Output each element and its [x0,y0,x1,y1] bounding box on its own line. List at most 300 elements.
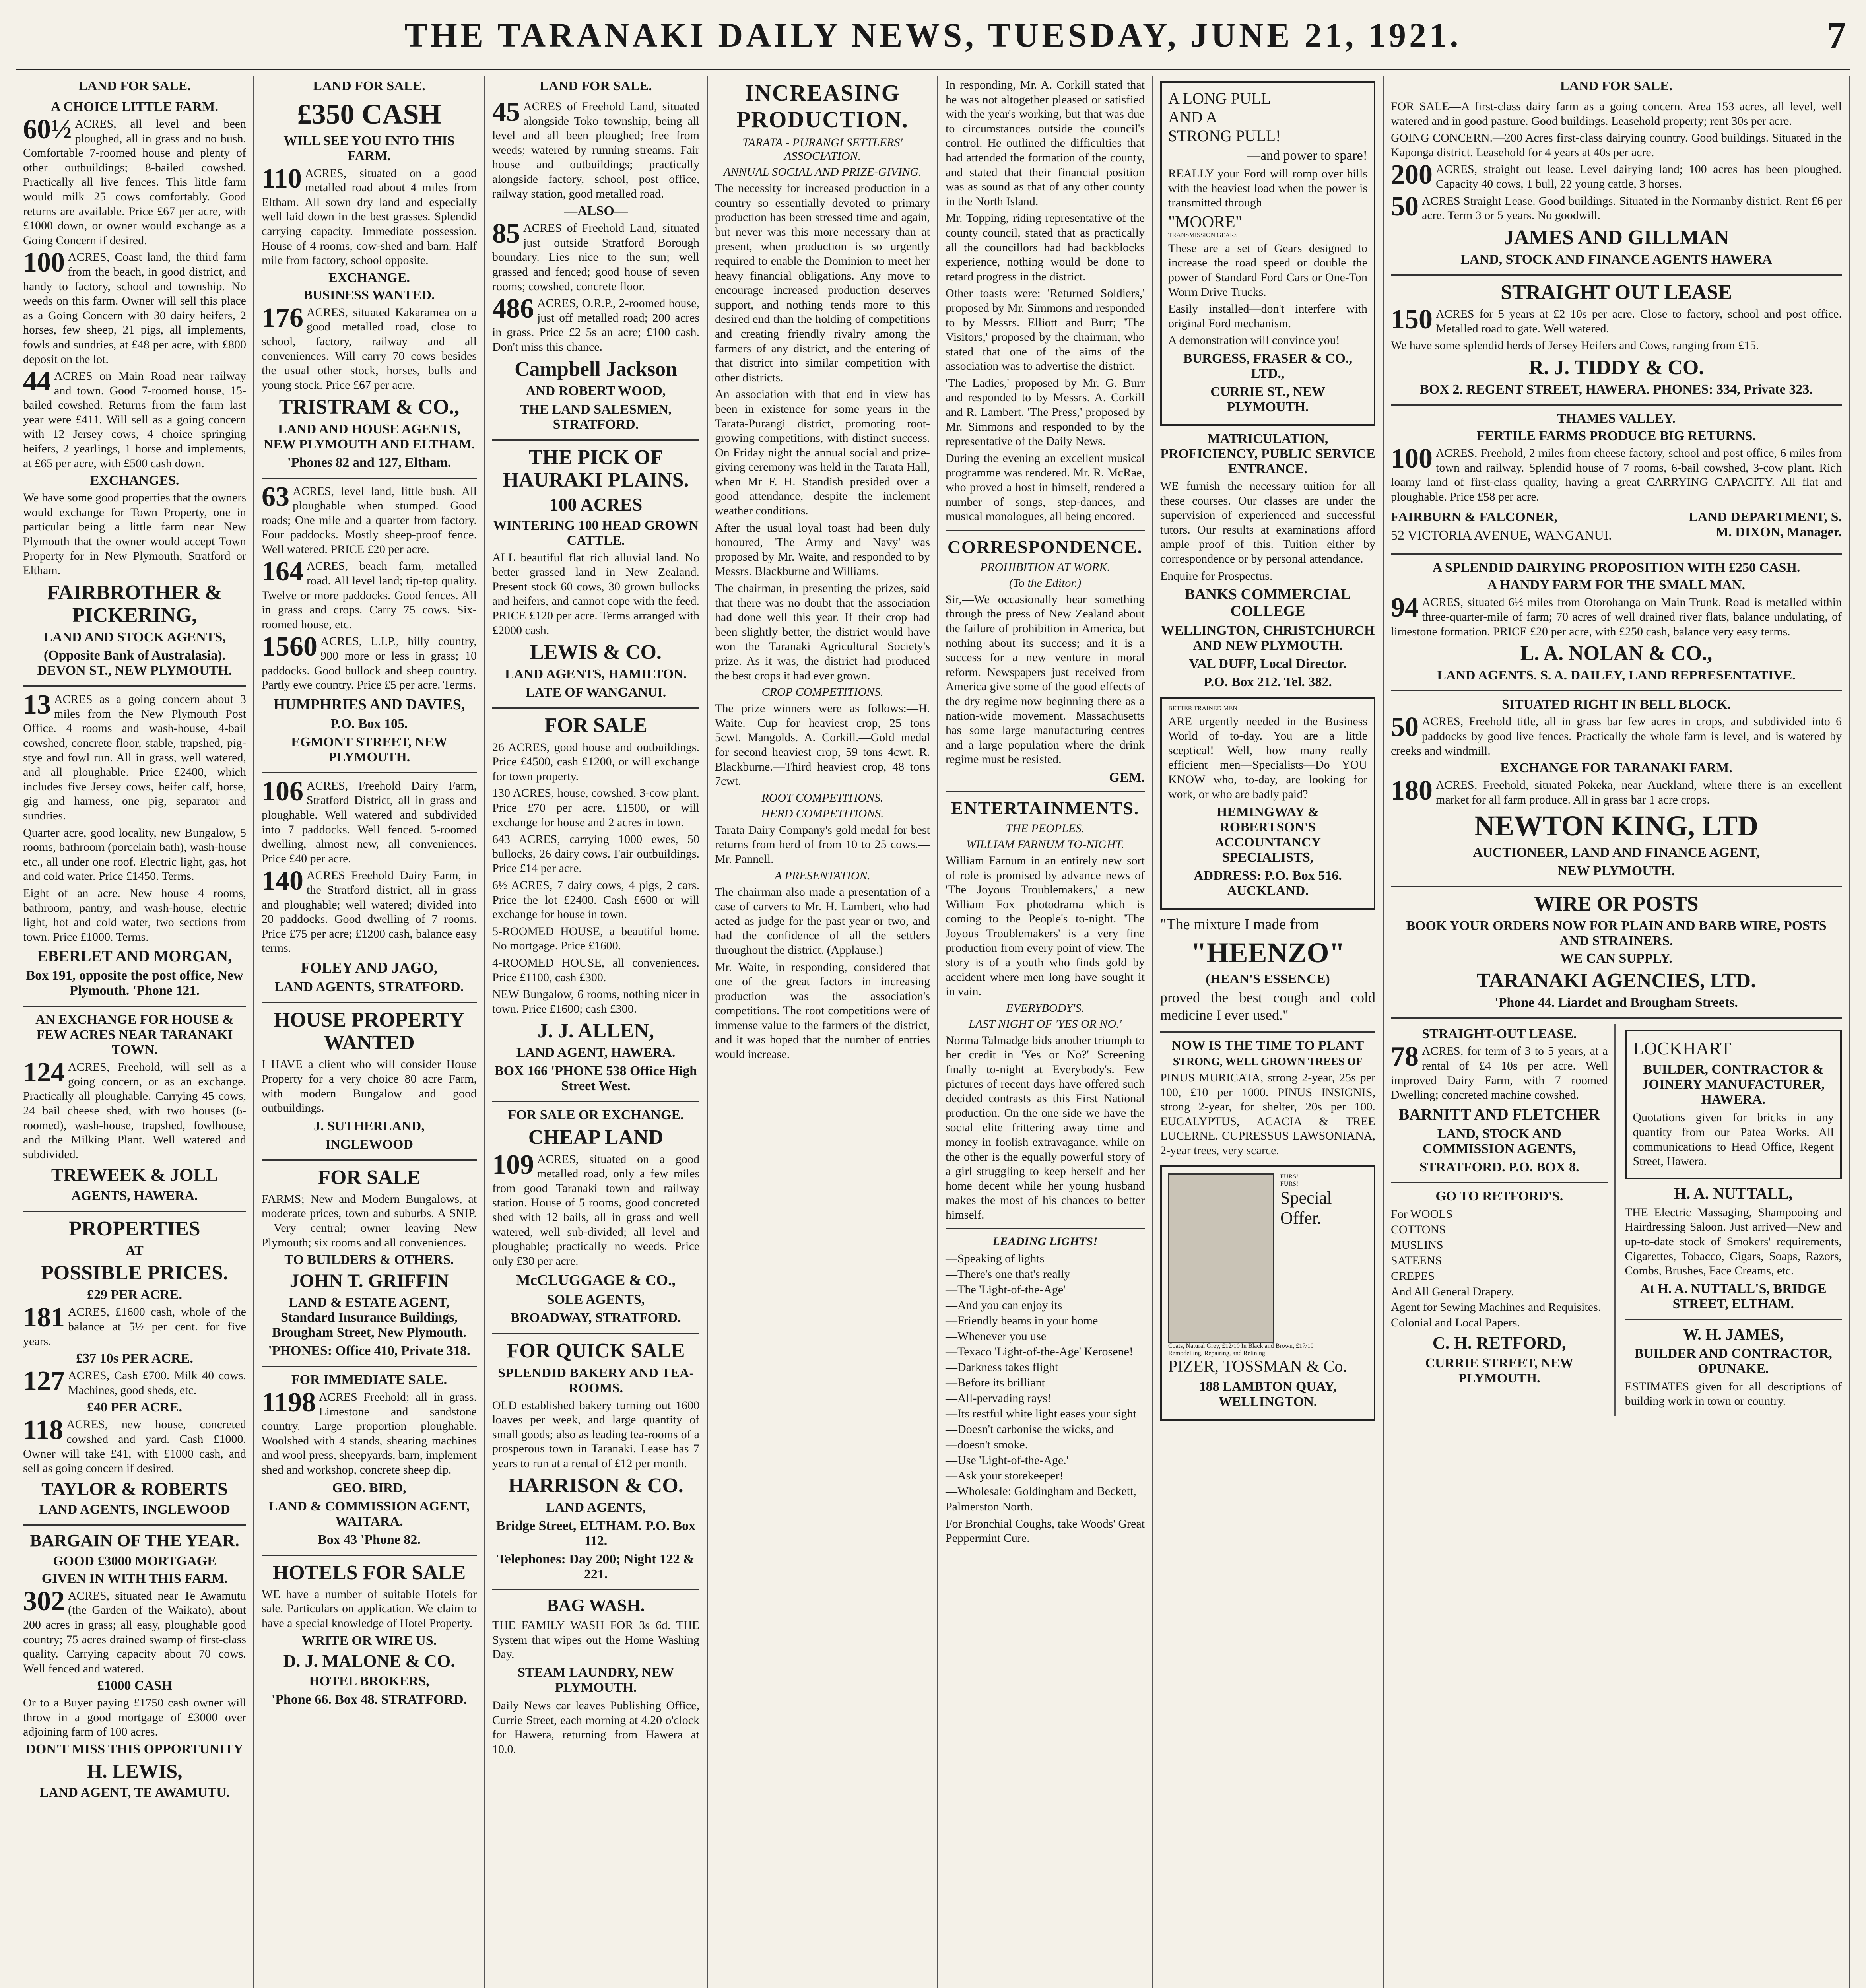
agent-name: Campbell Jackson [515,357,677,381]
lights-line: —Before its brilliant [946,1376,1045,1389]
ad-body: REALLY your Ford will romp over hills with the heaviest load when the power is transmitted through [1168,167,1367,210]
article-paragraph: The chairman also made a presentation of a case of carvers to Mr. H. Lambert, who had acted as judge for the past year or two, and had the confidence of all the settlers throughout the district. (Applause.) [715,885,930,957]
retford-list [1391,1206,1608,1330]
ad-title: STRAIGHT-OUT LEASE. [1422,1027,1577,1042]
ad-title: CHEAP LAND [528,1126,664,1149]
article-subhead: PROHIBITION AT WORK. [980,560,1110,574]
ad-hauraki [492,446,699,701]
ad-body: ALL beautiful flat rich alluvial land. No better grassed land in New Zealand. Present stock 60 cows, 30 grown bullocks and heifers, and cannot cope with the feed. PRICE £120 per acre. Terms arranged with £2000 cash. [492,551,699,637]
product-name: "MOORE" [1168,213,1242,231]
ad-title: HOUSE PROPERTY WANTED [274,1008,465,1054]
retford-item: COTTONS [1391,1223,1446,1236]
ad-body: ACRES, Freehold, will sell as a going concern, or as an exchange. Practically all ploughable. Carrying 45 cows, 24 bail cheese shed, with two houses (6-roomed), wash-house, trapshed, fowlhouse, and the Milking Plant. Well watered and subdivided. [23,1060,246,1161]
article-subhead: A PRESENTATION. [774,869,871,882]
article-paragraph: Tarata Dairy Company's gold medal for best returns from herd of from 10 to 25 cows.—Mr. Pannell. [715,823,930,866]
ad-body: 26 ACRES, good house and outbuildings. Price £4500, cash £1200, or will exchange for town property. [492,740,699,783]
ad-title: AND A [1168,108,1217,126]
ad-body: PINUS MURICATA, strong 2-year, 25s per 100, £10 per 1000. PINUS INSIGNIS, strong 2-year, for shelter, 20s per 100. EUCALYPTUS, ACACIA & TREE LUCERNE. CUPRESSUS LAWSONIANA, 2-year trees, very scarce. [1160,1071,1375,1157]
ad-subhead: Special Offer. [1280,1188,1332,1228]
acre-number: 200 [1391,159,1433,190]
article-subhead: THE PEOPLES. [1006,821,1085,835]
notice-body: Daily News car leaves Publishing Office, Currie Street, each morning at 4.20 o'clock for Hawera, returning from Hawera at 10.0. [492,1699,699,1756]
agent-name: NEWTON KING, LTD [1474,810,1759,842]
ad-james-builder [1625,1326,1842,1409]
masthead [16,8,1850,70]
column-6 [1153,76,1384,1988]
ad-body: THE Electric Massaging, Shampooing and Hairdressing Saloon. Just arrived—New and up-to-date stock of Smokers' requirements, Cigarettes, Tobacco, Cigars, Soaps, Razors, Combs, Brushes, Face Creams, etc. [1625,1206,1842,1277]
product-name: "HEENZO" [1190,936,1345,969]
column-head: LAND FOR SALE. [1560,79,1673,93]
ad-subhead: A HANDY FARM FOR THE SMALL MAN. [1487,578,1746,593]
acre-number: 180 [1391,775,1433,806]
ad-lockhart [1625,1030,1842,1179]
agent-line: HOTEL BROKERS, [309,1673,429,1689]
agent-name: JAMES AND GILLMAN [1503,226,1729,249]
ad-barnitt-fletcher [1391,1027,1608,1175]
agent-name: FAIRBURN & FALCONER, [1391,510,1558,525]
acre-number: 486 [492,293,534,324]
acre-number: 109 [492,1149,534,1180]
ad-title: WIRE OR POSTS [1534,893,1699,915]
agent-address: CURRIE ST., NEW PLYMOUTH. [1210,384,1325,414]
acre-number: 110 [262,163,302,194]
agent-address: ADDRESS: P.O. Box 516. AUCKLAND. [1194,868,1342,899]
article-subhead: WILLIAM FARNUM TO-NIGHT. [966,837,1124,851]
retford-item: CREPES [1391,1269,1435,1283]
agent-name: W. H. JAMES, [1683,1325,1784,1343]
ad-subhead: WILL SEE YOU INTO THIS FARM. [283,133,455,163]
column-5 [938,76,1153,1988]
section-title: ENTERTAINMENTS. [951,798,1140,818]
ad-subhead: 100 ACRES [549,494,643,515]
agent-name: J. J. ALLEN, [537,1019,654,1043]
ad-body: ACRES, beach farm, metalled road. All level land; tip-top quality. Twelve or more paddocks. Good fences. All in grass and crops. Carry 75 cows. Six-roomed house, etc. [262,559,477,631]
agent-name: J. SUTHERLAND, [314,1118,425,1134]
ad-title: £350 CASH [297,98,441,130]
ad-title: HOTELS FOR SALE [272,1561,466,1584]
article-subhead: LAST NIGHT OF 'YES OR NO.' [968,1017,1122,1031]
agent-line: LAND AGENT, TE AWAMUTU. [39,1785,230,1800]
agent-line: AGENTS, HAWERA. [71,1188,198,1204]
ad-furs [1160,1165,1375,1421]
acre-number: 176 [262,302,303,333]
agent-name: BARNITT AND FLETCHER [1398,1105,1600,1123]
acre-number: 118 [23,1415,64,1446]
agent-address: EGMONT STREET, NEW PLYMOUTH. [291,734,447,765]
ad-body: ACRES, new house, concreted cowshed and yard. Cash £1000. Owner will take £41, with £1000 cash, and sell as going concern if desired. [23,1418,246,1475]
agent-name: McCLUGGAGE & CO., [516,1272,676,1289]
ad-body: ACRES, straight out lease. Level dairying land; 100 acres has been ploughed. Capacity 40 cows, 1 bull, 22 young cattle, 3 horses. [1436,163,1842,190]
ad-title: STRAIGHT OUT LEASE [1501,281,1732,304]
ad-body: Enquire for Prospectus. [1160,569,1273,582]
ad-body: ACRES of Freehold Land, situated just outside Stratford Borough boundary. Lies nice to the sun; well grassed and fenced; good house of seven rooms; cowshed, concrete floor. [492,221,699,293]
ad-title: NOW IS THE TIME TO PLANT [1171,1038,1364,1053]
ad-13-acres [23,689,246,998]
ad-griffin [262,1166,477,1359]
agent-address: At H. A. NUTTALL'S, BRIDGE STREET, ELTHAM. [1640,1281,1827,1311]
ad-body: ACRES of Freehold Land, situated alongside Toko township, being all level and all been ploughed; free from weeds; watered by running streams. Fair house and outbuildings; practically alongside factory, school, post office, railway station, good metalled road. [492,100,699,200]
ad-body: ACRES for 5 years at £2 10s per acre. Close to factory, school and post office. Metalled road to gate. Well watered. [1436,307,1842,335]
acre-number: 181 [23,1302,65,1333]
agent-line: LAND AGENTS, HAMILTON. [505,667,687,682]
ad-title: A LONG PULL [1168,89,1271,107]
agent-phone: Telephones: Day 200; Night 122 & 221. [497,1551,695,1582]
lights-line: —Friendly beams in your home [946,1314,1098,1327]
article-paragraph: The chairman, in presenting the prizes, said that there was no doubt that the association had done well this year. If their crop had been slightly better, the district would have won the Taranaki Agricultural Society's prize. As it was, the district had produced the best crops it had ever grown. [715,582,930,682]
ad-body: WE have a number of suitable Hotels for sale. Particulars on application. We claim to have a special knowledge of Hotel Property. [262,1587,477,1630]
ad-subhead: FERTILE FARMS PRODUCE BIG RETURNS. [1477,429,1756,444]
price-line: £29 PER ACRE. [87,1287,182,1303]
article-subtitle: TARATA - PURANGI SETTLERS' ASSOCIATION. [742,136,903,163]
ad-body: 5-ROOMED HOUSE, a beautiful home. No mortgage. Price £1600. [492,924,699,953]
ad-properties [23,1217,246,1517]
ad-title: BARGAIN OF THE YEAR. [30,1531,239,1551]
ad-banks-college [1160,431,1375,690]
lights-line: —Texaco 'Light-of-the-Age' Kerosene! [946,1345,1133,1358]
column-head: LAND FOR SALE. [540,79,652,93]
ad-title: A CHOICE LITTLE FARM. [51,99,218,114]
article-paragraph: The prize winners were as follows:—H. Waite.—Cup for heaviest crop, 25 tons 5cwt. Mangolds. A. Corkill.—Gold medal for second heaviest crop, 59 tons 4cwt. R. Blackburne.—Third heaviest crop, 48 tons 7cwt. [715,702,930,788]
ad-subhead: BUSINESS WANTED. [303,287,435,303]
acre-number: 124 [23,1057,65,1088]
agent-line: BOX 2. REGENT STREET, HAWERA. PHONES: 334, Private 323. [1420,382,1813,397]
agent-name: TAYLOR & ROBERTS [41,1478,228,1499]
ad-heenzo [1160,915,1375,1024]
retford-item: For WOOLS [1391,1207,1453,1221]
agent-name: L. A. NOLAN & CO., [1520,642,1713,665]
ad-james-gillman [1391,99,1842,267]
agent-address: STRATFORD. P.O. BOX 8. [1419,1159,1579,1175]
agent-address: BROADWAY, STRATFORD. [511,1310,681,1326]
ad-body: We have some good properties that the owners would exchange for Town Property, one in particular being a little farm near New Plymouth that the owner would accept Town Property for in New Plymouth, Stratford or Eltham. [23,491,246,577]
ad-body: ACRES, level land, little bush. All ploughable when stumped. Good roads; One mile and a quarter from factory. Four paddocks. Mostly sheep-proof fence. Well watered. PRICE £20 per acre. [262,484,477,556]
ad-title: STRONG PULL! [1168,127,1281,145]
acre-number: 164 [262,556,303,587]
ad-subhead: TO BUILDERS & OTHERS. [284,1252,454,1268]
agent-line: LAND AGENTS, STRATFORD. [274,979,464,994]
agent-name: C. H. RETFORD, [1432,1333,1566,1353]
acre-number: 63 [262,481,289,512]
ad-body: GOING CONCERN.—200 Acres first-class dairying country. Good buildings. Situated in the Kaponga district. Leasehold for 4 years at 40s per acre. [1391,131,1842,159]
retford-item: MUSLINS [1391,1238,1443,1252]
lights-line: —There's one that's really [946,1267,1070,1281]
ad-cheap-land [492,1108,699,1326]
ad-title: THAMES VALLEY. [1557,411,1676,426]
acre-number: 302 [23,1586,65,1617]
newspaper-title: THE TARANAKI DAILY NEWS, TUESDAY, JUNE 21, 1921. [404,16,1462,54]
article-subhead: (To the Editor.) [1009,576,1082,590]
agent-address: THE LAND SALESMEN, STRATFORD. [520,402,672,432]
retford-item: Agent for Sewing Machines and Requisites. [1391,1300,1601,1314]
acre-number: 1198 [262,1387,316,1418]
acre-number: 106 [262,776,303,807]
article-subhead: CROP COMPETITIONS. [761,685,883,699]
ad-body: BOOK YOUR ORDERS NOW FOR PLAIN AND BARB WIRE, POSTS AND STRAINERS. [1406,918,1827,949]
acre-number: 78 [1391,1041,1419,1072]
letter-body: Sir,—We occasionally hear something through the press of New Zealand about the failure of prohibition in America, but nothing about its success; and it is a success for a new venture in moral reform. Newspapers just received from America give some of the good effects of the dry regime now beginning there as a nation-wide movement. Massachusetts has some large manufacturing centres and a large population where the drink regime must be resisted. [946,592,1145,766]
ad-body: WE furnish the necessary tuition for all these courses. Our classes are under the supervision of experienced and successful tutors. Our results at examinations afford ample proof of this. Tuition either by correspondence or by personal attendance. [1160,479,1375,565]
agent-name: FOLEY AND JAGO, [301,959,438,976]
lights-line: —Darkness takes flight [946,1360,1058,1374]
ad-title: PROPERTIES [69,1217,200,1241]
agent-name: LOCKHART [1633,1038,1732,1059]
ad-humphries [262,481,477,765]
article-paragraph: Norma Talmadge bids another triumph to her credit in 'Yes or No?' Screening finally to-night at Everybody's. Few pictures of recent days have offered such decided contrasts as this First National production. On the one side we have the social elite frittering away time and money in foolish extravagance, while on the other is the equally powerful story of a girl struggling to keep herself and her home decent while her young husband makes the most of his chances to better himself. [946,1033,1145,1221]
ad-body: ACRES, L.I.P., hilly country, 900 more or less in grass; 10 paddocks. Good bullock and sheep country. Partly ewe country. Price £5 per acre. Terms. [262,635,477,692]
ad-campbell-jackson [492,99,699,432]
ad-body: 4-ROOMED HOUSE, all conveniences. Price £1100, cash £300. [492,956,699,984]
acre-number: 100 [23,247,65,278]
agent-name: HEMINGWAY & ROBERTSON'S ACCOUNTANCY SPECIALISTS, [1214,805,1321,865]
lights-line: —Doesn't carbonise the wicks, and [946,1422,1114,1436]
agent-line: AUCTIONEER, LAND AND FINANCE AGENT, [1473,845,1760,860]
ad-title: A SPLENDID DAIRYING PROPOSITION WITH £250 CASH. [1432,560,1800,575]
agent-address: (Opposite Bank of Australasia). DEVON ST., NEW PLYMOUTH. [37,648,232,678]
agent-line: LAND AND HOUSE AGENTS, NEW PLYMOUTH AND ELTHAM. [263,421,475,452]
ad-body: These are a set of Gears designed to increase the road speed or double the power of Standard Ford Cars or One-Ton Worm Drive Trucks. [1168,241,1367,299]
agent-name: R. J. TIDDY & CO. [1528,356,1704,379]
ad-body: ACRES, Freehold Dairy Farm, Stratford District, all in grass and ploughable. Well watered and subdivided into 7 paddocks. Well fenced. 5-roomed dwelling, almost new, all conveniences. Price £40 per acre. [262,779,477,865]
lights-line: —All-pervading rays! [946,1391,1051,1405]
lights-line: —Use 'Light-of-the-Age.' [946,1453,1069,1467]
lights-line: —The 'Light-of-the-Age' [946,1283,1066,1296]
agent-address: Bridge Street, ELTHAM. P.O. Box 112. [496,1518,696,1548]
ad-nolan [1391,560,1842,683]
ad-bag-wash [492,1596,699,1757]
ad-title: FOR SALE [544,714,647,737]
ad-350-cash [262,99,477,470]
agent-director: VAL DUFF, Local Director. [1189,656,1347,671]
ad-body: ACRES, situated Kakaramea on a good metalled road, close to school, factory, railway and all conveniences. Will carry 70 cows besides the usual other stock, horses, bulls and young stock. Price £67 per acre. [262,305,477,392]
ad-title: GO TO RETFORD'S. [1435,1188,1563,1204]
ad-address: STEAM LAUNDRY, NEW PLYMOUTH. [517,1665,674,1695]
ad-retford [1391,1189,1608,1386]
ad-subhead: EXCHANGE. [328,270,410,285]
ad-body: Eight of an acre. New house 4 rooms, bathroom, pantry, and wash-house, electric light, hot and cold water, two sections from town. Price £1000. Terms. [23,886,246,944]
ad-body: Or to a Buyer paying £1750 cash owner will throw in a good mortgage of £3000 over adjoining farm of 100 acres. [23,1696,246,1739]
ad-subhead: WINTERING 100 HEAD GROWN CATTLE. [493,518,699,548]
agent-line: LAND & ESTATE AGENT, Standard Insurance Buildings, Brougham Street, New Plymouth. [272,1295,466,1340]
ad-body: ACRES, situated on a good metalled road, only a few miles from good Taranaki town and railway station. House of 5 rooms, good concreted shed with 12 bails, all in grass and well watered, well sub-divided; all level and ploughable; practically no weeds. Price only £30 per acre. [492,1152,699,1268]
ad-body: ACRES as a going concern about 3 miles from the New Plymouth Post Office. 4 rooms and wash-house, 4-bail cowshed, concrete floor, stable, trapshed, pig-stye and fowl run. All in grass, well watered, and all ploughable. Price £2400, which includes five Jersey cows, heifer calf, horse, gig and harness, one pig, separator and sundries. [23,693,246,822]
ad-title: FURS! [1280,1173,1299,1180]
agent-name: PIZER, TOSSMAN & Co. [1168,1357,1348,1376]
ad-body: For Bronchial Coughs, take Woods' Great Peppermint Cure. [946,1517,1145,1545]
ad-title: BETTER TRAINED MEN [1168,705,1237,712]
lights-line: —Ask your storekeeper! [946,1469,1064,1482]
agent-line: LAND AND STOCK AGENTS, [43,630,226,645]
ad-title-at: AT [126,1243,144,1258]
agent-name: JOHN T. GRIFFIN [289,1270,449,1292]
ad-body: ACRES, situated on a good metalled road about 4 miles from Eltham. All sown dry land and especially well laid down in the best grasses. Splendid carrying capacity. Immediate possession. House of 4 rooms, cow-shed and barn. Half mile from factory, school opposite. [262,166,477,267]
retford-item: SATEENS [1391,1254,1442,1267]
lights-line: —Speaking of lights [946,1252,1045,1265]
ad-body: ACRES, Freehold, 2 miles from cheese factory, school and post office, 6 miles from town and railway. Splendid house of 7 rooms, 6-bail cowshed, 3-cow plant. Rich loamy land of first-class quality, having a great CARRYING CAPACITY. All flat and ploughable. Price £58 per acre. [1391,447,1842,503]
ad-trees [1160,1038,1375,1158]
ad-better-trained-men [1160,697,1375,910]
ad-body: ACRES, Cash £700. Milk 40 cows. Machines, good sheds, etc. [68,1369,246,1397]
ad-body: FOR SALE—A first-class dairy farm as a going concern. Area 153 acres, all level, well watered and in good pasture. Good buildings. Leasehold property; rent 30s per acre. [1391,100,1842,128]
section-title: CORRESPONDENCE. [947,536,1143,557]
ad-exchange [23,1012,246,1204]
acre-number: 44 [23,366,51,397]
acre-number: 50 [1391,712,1419,743]
letter-signature: GEM. [1109,770,1145,785]
ad-title: THE PICK OF HAURAKI PLAINS. [503,446,689,491]
column-head: LAND FOR SALE. [78,79,191,93]
lights-list [946,1251,1145,1514]
agent-name: D. J. MALONE & CO. [283,1651,455,1671]
agent-name: EBERLET AND MORGAN, [37,947,232,965]
acre-number: 100 [1391,443,1433,474]
agent-address: 'Phone 66. Box 48. STRATFORD. [271,1692,467,1707]
agent-address: BOX 166 'PHONE 538 Office High Street West. [494,1064,697,1094]
article-paragraph: During the evening an excellent musical programme was rendered. Mr. R. McRae, who proved a host in himself, rendered a number of songs, step-dances, and musical monologues, all being encored. [946,451,1145,523]
agent-box: P.O. Box 212. Tel. 382. [1204,674,1332,689]
ad-body: ACRES, situated 6½ miles from Otorohanga on Main Trunk. Road is metalled within three-quarter-mile of farm; 70 acres of well drained river flats, balance undulating, of limestone formation. PRICE £20 per acre, with £250 cash, balance very easy terms. [1391,596,1842,638]
ad-subhead: FOR SALE OR EXCHANGE. [508,1108,684,1123]
ad-body: ACRES Straight Lease. Good buildings. Situated in the Normanby district. Rent £6 per acre. Term 3 or 5 years. No goodwill. [1422,194,1842,222]
product-subhead: (HEAN'S ESSENCE) [1206,972,1330,987]
agent-address: 188 LAMBTON QUAY, WELLINGTON. [1199,1379,1337,1409]
ad-subhead: EXCHANGE FOR TARANAKI FARM. [1500,761,1732,776]
ad-body: I HAVE a client who will consider House Property for a very choice 80 acre Farm, with modern Bungalow and good outbuildings. [262,1058,477,1115]
ad-bargain [23,1531,246,1800]
ad-body: ESTIMATES given for all descriptions of building work in town or country. [1625,1380,1842,1408]
ad-body: ACRES, Freehold title, all in grass bar few acres in crops, and subdivided into 6 paddocks by good live fences. Practically the whole farm is level, and is watered by creeks and windmill. [1391,715,1842,757]
column-4 [708,76,938,1988]
column-2 [254,76,485,1988]
article-subhead: HERD COMPETITIONS. [761,807,884,820]
agent-line: LAND AGENTS, [546,1500,646,1515]
price-line: £37 10s PER ACRE. [76,1351,193,1366]
ad-quote: "The mixture I made from [1160,916,1319,933]
article-paragraph: The necessity for increased production in a country so essentially devoted to primary production has been stressed time and again, but never was this more necessary than at present, when production is so urgently required to enable the Dominion to meet her heavy financial obligations. Any move to encourage increased production deserves support, and nothing tends more to this desired end than the holding of competitions and creating friendly rivalry among the farmers of any district, and the entering of that district into similar competition with other districts. [715,182,930,384]
article-paragraph: An association with that end in view has been in existence for some years in the Tarata-Purangi district, promoting root-growing competitions, with distinct success. On Friday night the annual social and prize-giving ceremony was held in the Tarata Hall, when Mr F. H. Standish presided over a good attendance, despite the inclement weather conditions. [715,388,930,518]
agent-name: TRISTRAM & CO., [279,396,460,419]
agent-line: LAND & COMMISSION AGENT, WAITARA. [268,1499,470,1529]
column-1 [16,76,254,1988]
agent-address: Box 191, opposite the post office, New Plymouth. 'Phone 121. [26,968,243,998]
article-paragraph: Other toasts were: 'Returned Soldiers,' proposed by Mr. Simmons and responded to by Messrs. Elliott and Burr; 'The Visitors,' proposed by the chairman, who stated that one of the aims of the association was to advertise the district. [946,287,1145,373]
ad-allen [492,714,699,1094]
agent-name: BANKS COMMERCIAL COLLEGE [1185,586,1351,619]
ad-title: AN EXCHANGE FOR HOUSE & FEW ACRES NEAR TARANAKI TOWN. [35,1012,234,1058]
agent-name: TARANAKI AGENCIES, LTD. [1476,969,1756,992]
agent-line: INGLEWOOD [325,1137,414,1152]
ad-body: FARMS; New and Modern Bungalows, at moderate prices, town and suburbs. A SNIP.—Very central; owner leaving New Plymouth; six rooms and all conveniences. [262,1192,477,1249]
ad-body: 643 ACRES, carrying 1000 ewes, 50 bullocks, 26 dairy cows. Fair outbuildings. Price £14 per acre. [492,833,699,875]
acre-number: 140 [262,866,303,897]
agent-line: AND ROBERT WOOD, [526,383,666,398]
ad-title: MATRICULATION, PROFICIENCY, PUBLIC SERVICE ENTRANCE. [1160,431,1375,476]
ad-quick-sale [492,1340,699,1582]
ad-subhead: GIVEN IN WITH THIS FARM. [41,1571,228,1586]
ad-title: SITUATED RIGHT IN BELL BLOCK. [1502,697,1731,712]
ad-body: ACRES, £1600 cash, whole of the balance at 5½ per cent. for five years. [23,1305,246,1348]
agent-address: CURRIE STREET, NEW PLYMOUTH. [1425,1356,1573,1386]
acre-number: 45 [492,97,520,127]
ad-body: A demonstration will convince you! [1168,334,1340,347]
ad-nuttall [1625,1185,1842,1312]
ad-title: FOR IMMEDIATE SALE. [291,1373,447,1388]
acre-number: 94 [1391,592,1419,623]
lights-line: —Whenever you use [946,1329,1047,1343]
article-paragraph: Mr. Topping, riding representative of the county council, stated that as practically all the councillors had had backblocks experience, nothing would be done to retard progress in the district. [946,212,1145,283]
agent-address: LATE OF WANGANUI. [525,685,666,700]
ad-wire-posts [1391,893,1842,1010]
article-paragraph: Mr. Waite, in responding, considered that one of the great factors in increasing production was the association's competitions. The root competitions were of immense value to the farmers of the district, and it was hoped that the number of entries would increase. [715,960,930,1061]
agent-name: HUMPHRIES AND DAVIES, [273,696,465,713]
agent-box: Box 43 'Phone 82. [318,1532,421,1547]
ad-subhead: WRITE OR WIRE US. [301,1633,437,1648]
lights-line: —doesn't smoke. [946,1438,1028,1451]
agent-address: WELLINGTON, CHRISTCHURCH AND NEW PLYMOUTH. [1161,623,1375,653]
ad-body: 130 ACRES, house, cowshed, 3-cow plant. Price £70 per acre, £1500, or will exchange for house and 2 acres in town. [492,786,699,829]
article-subhead: ROOT COMPETITIONS. [761,791,883,804]
column-7 [1384,76,1850,1988]
ad-foley [262,776,477,995]
agent-name: H. LEWIS, [87,1760,183,1782]
agent-name: LEWIS & CO. [530,641,662,664]
cash-line: £1000 CASH [97,1678,172,1693]
ad-body: ACRES Freehold; all in grass. Limestone and sandstone country. Large proportion ploughable. Woolshed with 4 stands, shearing machines and wool press, sheepyards, barn, implement shed and workshop, concrete sheep dip. [262,1390,477,1477]
agent-phone: 'PHONES: Office 410, Private 318. [268,1343,470,1359]
ad-title: FOR QUICK SALE [507,1340,685,1363]
ad-price: Coats, Natural Grey, £12/10 In Black and Brown, £17/10 [1168,1342,1314,1349]
agent-line: 'Phone 44. Liardet and Brougham Streets. [1495,995,1738,1010]
article-paragraph: After the usual loyal toast had been duly honoured, 'The Army and Navy' was proposed by Mr. Waite, and responded to by Messrs. Blackburne and Williams. [715,521,930,578]
ad-subhead: STRONG, WELL GROWN TREES OF [1173,1056,1363,1068]
agent-phone: 'Phones 82 and 127, Eltham. [287,455,451,470]
agent-line: LAND, STOCK AND COMMISSION AGENTS, [1423,1126,1576,1156]
retford-item: Colonial and Local Papers. [1391,1316,1520,1329]
article-paragraph: In responding, Mr. A. Corkill stated that he was not altogether pleased or satisfied with the year's working, but that was due to circumstances outside the council's control. He outlined the difficulties that had attended the formation of the county, and stated that their financial position was as sound as that of any other county in the North Island. [946,78,1145,208]
agent-name: FAIRBROTHER & PICKERING, [47,581,222,627]
column-3 [485,76,708,1988]
article-subhead: EVERYBODY'S. [1006,1001,1084,1015]
woman-in-furs-illustration [1168,1173,1274,1343]
ad-moore-gears [1160,81,1375,426]
ad-title: LEADING LIGHTS! [992,1235,1098,1248]
acre-number: 85 [492,218,520,249]
ad-subhead: Remodelling, Repairing, and Relining. [1168,1349,1267,1357]
article-paragraph: William Farnum in an entirely new sort of role is promised by advance news of 'The Joyous Troublemakers,' a new William Fox photodrama which is coming to the People's to-night. 'The Joyous Troublemakers' is a very fine production from every point of view. The story is of a youth who finds gold by accident where men long have sought it in vain. [946,854,1145,998]
agent-department: LAND DEPARTMENT, S. M. DIXON, Manager. [1689,510,1842,540]
column-head: LAND FOR SALE. [313,79,425,93]
article-title: INCREASING PRODUCTION. [736,80,909,132]
ad-newton-king [1391,697,1842,879]
ad-subhead: WE CAN SUPPLY. [1560,951,1672,966]
ad-subhead: —ALSO— [564,204,628,219]
article-subtitle: ANNUAL SOCIAL AND PRIZE-GIVING. [723,165,922,179]
ad-thames-valley [1391,411,1842,546]
agent-line: P.O. Box 105. [330,716,408,731]
ad-body: ACRES, O.R.P., 2-roomed house, just off metalled road; 200 acres in grass. Price £2 5s an acre; £100 cash. Don't miss this chance. [492,297,699,353]
retford-item: And All General Drapery. [1391,1285,1514,1298]
agent-address: NEW PLYMOUTH. [1557,864,1675,878]
ad-body: ACRES on Main Road near railway and town. Good 7-roomed house, 15-bailed cowshed. Returns from the farm last year were £411. Will sell as a going concern with 12 Jersey cows, 4 choice springing heifers, 2 yearlings, 1 horse and implements, at £65 per acre, with £500 cash down. [23,369,246,470]
ad-title: BAG WASH. [547,1595,645,1615]
agent-address: 52 VICTORIA AVENUE, WANGANUI. [1391,528,1612,543]
price-line: £40 PER ACRE. [87,1400,182,1415]
acre-number: 1560 [262,631,317,662]
ad-quote: proved the best cough and cold medicine I ever used." [1160,990,1375,1023]
ad-title: FURS! [1280,1180,1299,1187]
ad-body: NEW Bungalow, 6 rooms, nothing nicer in town. Price £1600; cash £300. [492,988,699,1015]
ad-body: ACRES, Freehold, situated Pokeka, near Auckland, where there is an excellent market for all farm produce. All in grass bar 1 acre crops. [1436,779,1842,806]
ad-title: POSSIBLE PRICES. [41,1262,229,1285]
